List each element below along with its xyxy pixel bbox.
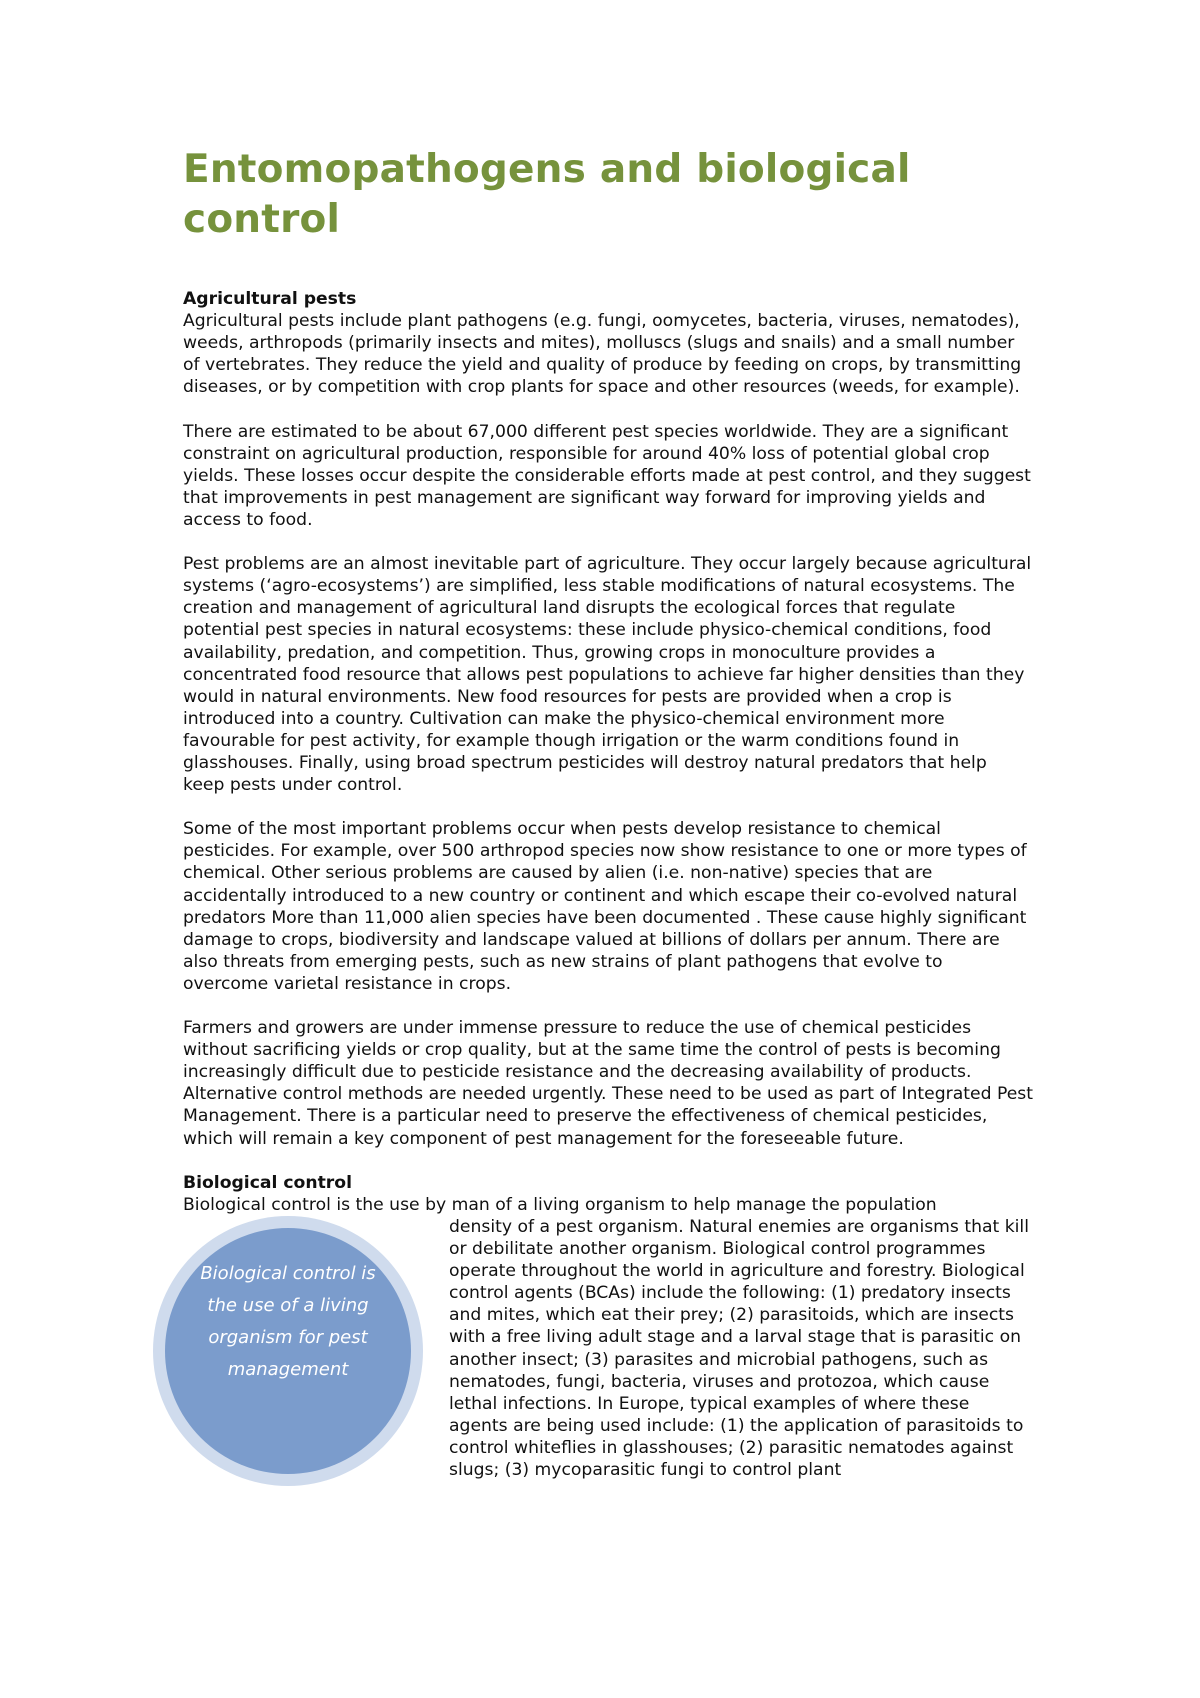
paragraph-biocontrol-body: density of a pest organism. Natural enemies are organisms that kill or debilitate another organism. Biological control programmes operate throughout the world in agriculture and forestry. Biological control agents (BCAs) include the following: (1) predatory insects and mites, which eat their prey; (2) parasitoids, which are insects with a free living adult stage and a larval stage that is parasitic on another insect; (3) parasites and microbial pathogens, such as nematodes, fungi, bacteria, viruses and protozoa, which cause lethal infections. In Europe, typical examples of where these agents are being used include: (1) the application of parasitoids to control whiteflies in glasshouses; (2) parasitic nematodes against slugs; (3) mycoparasitic fungi to control plant (449, 1216, 1029, 1480)
section-biological-control (183, 1172, 1033, 1481)
paragraph-pest-problems: Pest problems are an almost inevitable part of agriculture. They occur largely because agricultural systems (‘agro-ecosystems’) are simplified, less stable modifications of natural ecosystems. The creation and management of agricultural land disrupts the ecological forces that regulate potential pest species in natural ecosystems: these include physico-chemical conditions, food availability, predation, and competition. Thus, growing crops in monoculture provides a concentrated food resource that allows pest populations to achieve far higher densities than they would in natural environments. New food resources for pests are provided when a crop is introduced into a country. Cultivation can make the physico-chemical environment more favourable for pest activity, for example though irrigation or the warm conditions found in glasshouses. Finally, using broad spectrum pesticides will destroy natural predators that help keep pests under control. (183, 554, 1032, 796)
paragraph-farmer-pressure: Farmers and growers are under immense pressure to reduce the use of chemical pesticides without sacrificing yields or crop quality, but at the same time the control of pests is becoming increasingly difficult due to pesticide resistance and the decreasing availability of products. Alternative control methods are needed urgently. These need to be used as part of Integrated Pest Management. There is a particular need to preserve the effectiveness of chemical pesticides, which will remain a key component of pest management for the foreseeable future. (183, 1018, 1033, 1149)
paragraph-biocontrol-first-line: Biological control is the use by man of a living organism to help manage the population (183, 1194, 937, 1215)
section-heading-agricultural-pests: Agricultural pests (183, 289, 357, 309)
callout-text: Biological control is the use of a living organism for pest management (200, 1262, 376, 1380)
paragraph-pesticide-resistance: Some of the most important problems occur when pests develop resistance to chemical pesticides. For example, over 500 arthropod species now show resistance to one or more types of chemical. Other serious problems are caused by alien (i.e. non-native) species that are accidentally introduced to a new country or continent and which escape their co-evolved natural predators More than 11,000 alien species have been documented . These cause highly significant damage to crops, biodiversity and landscape valued at billions of dollars per annum. There are also threats from emerging pests, such as new strains of plant pathogens that evolve to overcome varietal resistance in crops. (183, 819, 1027, 994)
callout-circle-fill (165, 1228, 411, 1474)
paragraph-pest-species-count: There are estimated to be about 67,000 different pest species worldwide. They are a significant constraint on agricultural production, responsible for around 40% loss of potential global crop yields. These losses occur despite the considerable efforts made at pest control, and they suggest that improvements in pest management are significant way forward for improving yields and access to food. (183, 421, 1031, 530)
section-agricultural-pests (183, 288, 1033, 1150)
callout-circle (153, 1216, 423, 1486)
document-page (183, 145, 1033, 1481)
document-title: Entomopathogens and biological control (183, 147, 911, 242)
section-heading-biological-control: Biological control (183, 1172, 352, 1193)
paragraph-pests-overview: Agricultural pests include plant pathogens (e.g. fungi, oomycetes, bacteria, viruses, nematodes), weeds, arthropods (primarily insects and mites), molluscs (slugs and snails) and a small number of vertebrates. They reduce the yield and quality of produce by feeding on crops, by transmitting diseases, or by competition with crop plants for space and other resources (weeds, for example). (183, 311, 1022, 398)
